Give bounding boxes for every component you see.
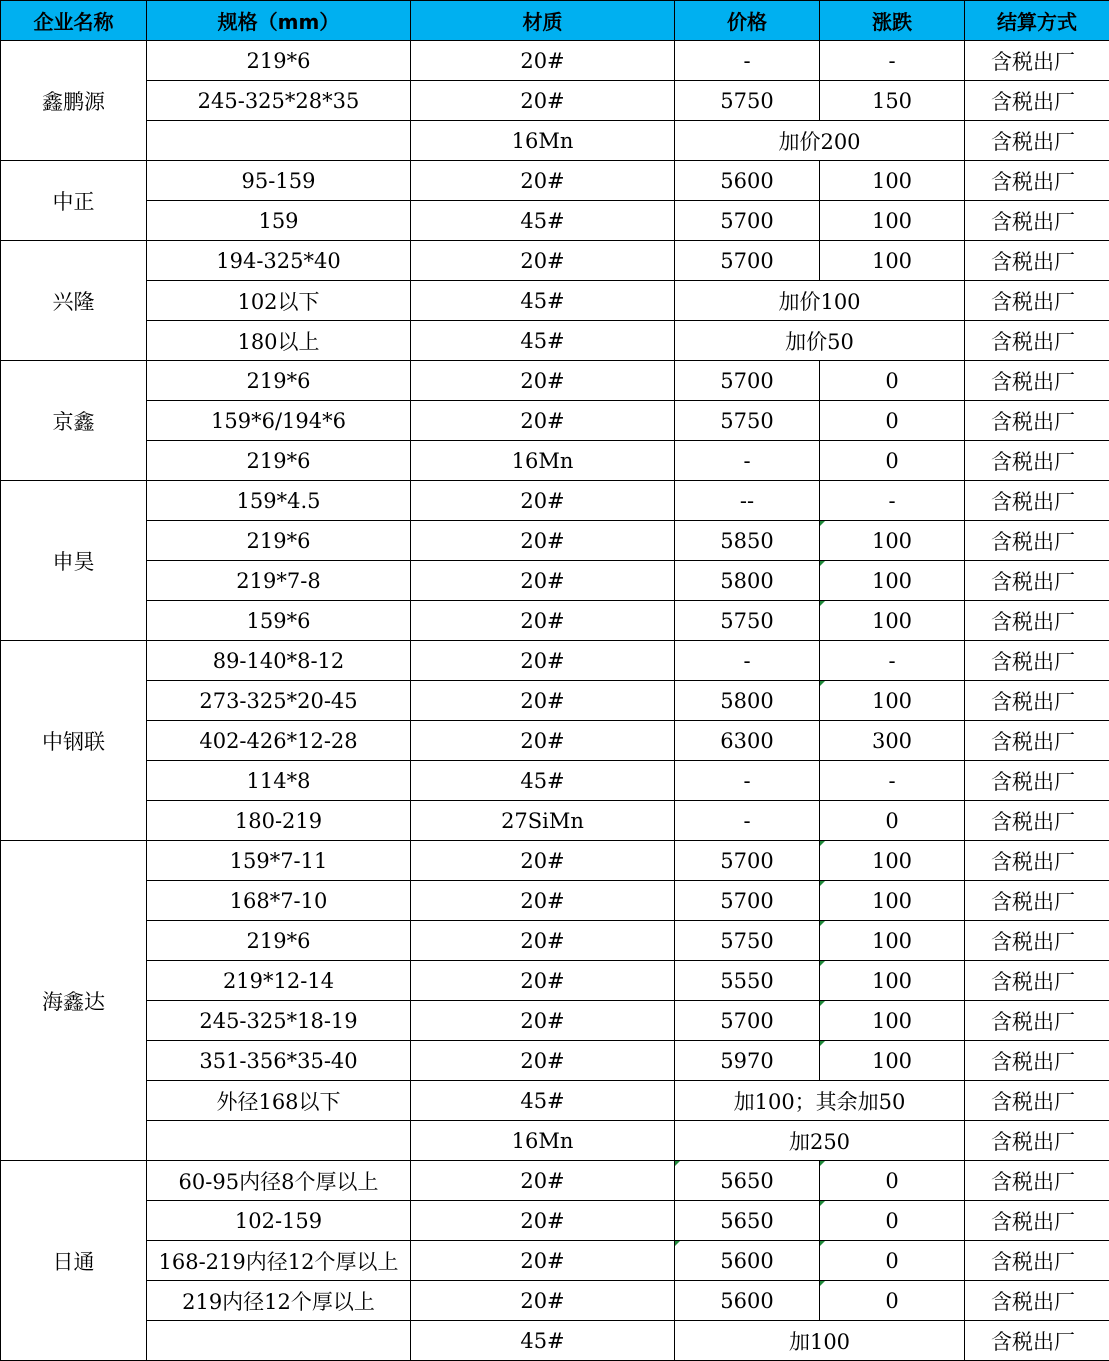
settlement-cell: 含税出厂 — [965, 561, 1109, 601]
change-cell: 100 — [820, 241, 965, 281]
change-cell: 100 — [820, 161, 965, 201]
spec-cell: 114*8 — [147, 761, 411, 801]
material-cell: 45# — [411, 201, 675, 241]
price-cell: - — [675, 41, 820, 81]
table-row — [1, 641, 1109, 681]
material-cell: 20# — [411, 681, 675, 721]
change-cell: 100 — [820, 921, 965, 961]
table-row — [1, 1121, 1109, 1161]
settlement-cell: 含税出厂 — [965, 121, 1109, 161]
price-cell: 5600 — [675, 1281, 820, 1321]
change-cell: 100 — [820, 1041, 965, 1081]
price-note-cell: 加价200 — [675, 121, 965, 161]
settlement-cell: 含税出厂 — [965, 1201, 1109, 1241]
price-note-cell: 加100 — [675, 1321, 965, 1361]
material-cell: 20# — [411, 881, 675, 921]
company-name-cell: 日通 — [1, 1161, 147, 1361]
table-row — [1, 361, 1109, 401]
spec-cell: 245-325*18-19 — [147, 1001, 411, 1041]
material-cell: 20# — [411, 561, 675, 601]
price-cell: 5700 — [675, 1001, 820, 1041]
spec-cell: 60-95内径8个厚以上 — [147, 1161, 411, 1201]
settlement-cell: 含税出厂 — [965, 961, 1109, 1001]
material-cell: 20# — [411, 81, 675, 121]
material-cell: 20# — [411, 721, 675, 761]
material-cell: 20# — [411, 1161, 675, 1201]
change-cell: - — [820, 481, 965, 521]
spec-cell — [147, 1121, 411, 1161]
price-cell: -- — [675, 481, 820, 521]
spec-cell: 194-325*40 — [147, 241, 411, 281]
change-cell: 0 — [820, 1241, 965, 1281]
table-row — [1, 1161, 1109, 1201]
material-cell: 20# — [411, 961, 675, 1001]
price-cell: - — [675, 761, 820, 801]
settlement-cell: 含税出厂 — [965, 441, 1109, 481]
spec-cell — [147, 1321, 411, 1361]
price-cell: 5700 — [675, 241, 820, 281]
settlement-cell: 含税出厂 — [965, 601, 1109, 641]
company-name-cell: 京鑫 — [1, 361, 147, 481]
table-row — [1, 401, 1109, 441]
settlement-cell: 含税出厂 — [965, 801, 1109, 841]
spec-cell — [147, 121, 411, 161]
material-cell: 20# — [411, 1001, 675, 1041]
settlement-cell: 含税出厂 — [965, 1241, 1109, 1281]
table-row — [1, 281, 1109, 321]
header-change: 涨跌 — [820, 1, 965, 41]
company-name-cell: 中正 — [1, 161, 147, 241]
table-row — [1, 921, 1109, 961]
material-cell: 20# — [411, 1281, 675, 1321]
price-cell: 5850 — [675, 521, 820, 561]
price-note-cell: 加100；其余加50 — [675, 1081, 965, 1121]
price-cell: 5800 — [675, 681, 820, 721]
spec-cell: 95-159 — [147, 161, 411, 201]
material-cell: 16Mn — [411, 1121, 675, 1161]
settlement-cell: 含税出厂 — [965, 41, 1109, 81]
change-cell: - — [820, 641, 965, 681]
settlement-cell: 含税出厂 — [965, 761, 1109, 801]
spec-cell: 102-159 — [147, 1201, 411, 1241]
material-cell: 20# — [411, 41, 675, 81]
price-cell: 5700 — [675, 881, 820, 921]
spec-cell: 219*12-14 — [147, 961, 411, 1001]
spec-cell: 180-219 — [147, 801, 411, 841]
company-name-cell: 兴隆 — [1, 241, 147, 361]
material-cell: 20# — [411, 481, 675, 521]
table-row — [1, 761, 1109, 801]
company-name-cell: 申昊 — [1, 481, 147, 641]
material-cell: 20# — [411, 401, 675, 441]
spec-cell: 402-426*12-28 — [147, 721, 411, 761]
change-cell: 0 — [820, 801, 965, 841]
price-cell: 5700 — [675, 841, 820, 881]
table-row — [1, 321, 1109, 361]
change-cell: - — [820, 761, 965, 801]
material-cell: 16Mn — [411, 121, 675, 161]
spec-cell: 180以上 — [147, 321, 411, 361]
change-cell: 100 — [820, 681, 965, 721]
material-cell: 20# — [411, 1201, 675, 1241]
material-cell: 45# — [411, 761, 675, 801]
material-cell: 20# — [411, 361, 675, 401]
price-cell: 5750 — [675, 921, 820, 961]
spec-cell: 102以下 — [147, 281, 411, 321]
material-cell: 20# — [411, 241, 675, 281]
material-cell: 16Mn — [411, 441, 675, 481]
material-cell: 45# — [411, 321, 675, 361]
table-row — [1, 241, 1109, 281]
table-row — [1, 721, 1109, 761]
table-row — [1, 561, 1109, 601]
settlement-cell: 含税出厂 — [965, 1321, 1109, 1361]
header-material: 材质 — [411, 1, 675, 41]
price-cell: 5650 — [675, 1201, 820, 1241]
settlement-cell: 含税出厂 — [965, 921, 1109, 961]
material-cell: 45# — [411, 281, 675, 321]
change-cell: 300 — [820, 721, 965, 761]
spec-cell: 219*7-8 — [147, 561, 411, 601]
table-row — [1, 481, 1109, 521]
settlement-cell: 含税出厂 — [965, 161, 1109, 201]
table-row — [1, 881, 1109, 921]
material-cell: 20# — [411, 921, 675, 961]
header-row — [1, 1, 1109, 41]
table-row — [1, 1081, 1109, 1121]
table-row — [1, 521, 1109, 561]
spec-cell: 219*6 — [147, 441, 411, 481]
change-cell: 100 — [820, 601, 965, 641]
change-cell: 100 — [820, 881, 965, 921]
price-cell: 5750 — [675, 81, 820, 121]
spec-cell: 219*6 — [147, 521, 411, 561]
change-cell: 0 — [820, 361, 965, 401]
settlement-cell: 含税出厂 — [965, 1041, 1109, 1081]
table-row — [1, 1001, 1109, 1041]
price-cell: 6300 — [675, 721, 820, 761]
settlement-cell: 含税出厂 — [965, 201, 1109, 241]
material-cell: 45# — [411, 1081, 675, 1121]
settlement-cell: 含税出厂 — [965, 1081, 1109, 1121]
settlement-cell: 含税出厂 — [965, 1161, 1109, 1201]
company-name-cell: 鑫鹏源 — [1, 41, 147, 161]
material-cell: 20# — [411, 1241, 675, 1281]
price-cell: 5650 — [675, 1161, 820, 1201]
change-cell: 100 — [820, 961, 965, 1001]
spec-cell: 159*6 — [147, 601, 411, 641]
table-row — [1, 1281, 1109, 1321]
material-cell: 45# — [411, 1321, 675, 1361]
table-row — [1, 161, 1109, 201]
spec-cell: 219*6 — [147, 921, 411, 961]
price-note-cell: 加250 — [675, 1121, 965, 1161]
settlement-cell: 含税出厂 — [965, 481, 1109, 521]
company-name-cell: 海鑫达 — [1, 841, 147, 1161]
price-cell: - — [675, 441, 820, 481]
change-cell: 0 — [820, 1281, 965, 1321]
settlement-cell: 含税出厂 — [965, 1281, 1109, 1321]
settlement-cell: 含税出厂 — [965, 81, 1109, 121]
price-cell: - — [675, 641, 820, 681]
table-row — [1, 441, 1109, 481]
spec-cell: 159*7-11 — [147, 841, 411, 881]
material-cell: 20# — [411, 841, 675, 881]
change-cell: 150 — [820, 81, 965, 121]
material-cell: 20# — [411, 1041, 675, 1081]
table-row — [1, 1321, 1109, 1361]
settlement-cell: 含税出厂 — [965, 401, 1109, 441]
table-row — [1, 1041, 1109, 1081]
settlement-cell: 含税出厂 — [965, 641, 1109, 681]
price-cell: 5600 — [675, 1241, 820, 1281]
spec-cell: 273-325*20-45 — [147, 681, 411, 721]
table-body — [1, 41, 1109, 1361]
table-row — [1, 201, 1109, 241]
price-cell: 5550 — [675, 961, 820, 1001]
change-cell: 100 — [820, 841, 965, 881]
header-price: 价格 — [675, 1, 820, 41]
header-settle: 结算方式 — [965, 1, 1109, 41]
table-row — [1, 681, 1109, 721]
settlement-cell: 含税出厂 — [965, 281, 1109, 321]
settlement-cell: 含税出厂 — [965, 1001, 1109, 1041]
settlement-cell: 含税出厂 — [965, 241, 1109, 281]
spec-cell: 89-140*8-12 — [147, 641, 411, 681]
spec-cell: 219*6 — [147, 41, 411, 81]
price-cell: 5700 — [675, 201, 820, 241]
change-cell: 100 — [820, 1001, 965, 1041]
settlement-cell: 含税出厂 — [965, 881, 1109, 921]
table-row — [1, 41, 1109, 81]
settlement-cell: 含税出厂 — [965, 841, 1109, 881]
change-cell: 0 — [820, 1161, 965, 1201]
price-cell: 5600 — [675, 161, 820, 201]
change-cell: 0 — [820, 1201, 965, 1241]
price-cell: 5700 — [675, 361, 820, 401]
spec-cell: 168-219内径12个厚以上 — [147, 1241, 411, 1281]
settlement-cell: 含税出厂 — [965, 321, 1109, 361]
material-cell: 20# — [411, 641, 675, 681]
price-cell: 5800 — [675, 561, 820, 601]
material-cell: 27SiMn — [411, 801, 675, 841]
table-row — [1, 601, 1109, 641]
table-row — [1, 121, 1109, 161]
table-row — [1, 841, 1109, 881]
spec-cell: 159*6/194*6 — [147, 401, 411, 441]
change-cell: 100 — [820, 521, 965, 561]
price-note-cell: 加价100 — [675, 281, 965, 321]
change-cell: 0 — [820, 441, 965, 481]
spec-cell: 219*6 — [147, 361, 411, 401]
table-row — [1, 961, 1109, 1001]
price-cell: 5750 — [675, 601, 820, 641]
table-row — [1, 1201, 1109, 1241]
price-cell: 5750 — [675, 401, 820, 441]
header-spec: 规格（mm） — [147, 1, 411, 41]
settlement-cell: 含税出厂 — [965, 361, 1109, 401]
change-cell: 100 — [820, 201, 965, 241]
change-cell: - — [820, 41, 965, 81]
spec-cell: 外径168以下 — [147, 1081, 411, 1121]
settlement-cell: 含税出厂 — [965, 721, 1109, 761]
price-note-cell: 加价50 — [675, 321, 965, 361]
settlement-cell: 含税出厂 — [965, 681, 1109, 721]
spec-cell: 245-325*28*35 — [147, 81, 411, 121]
price-cell: 5970 — [675, 1041, 820, 1081]
spec-cell: 159 — [147, 201, 411, 241]
header-company: 企业名称 — [1, 1, 147, 41]
table-row — [1, 1241, 1109, 1281]
settlement-cell: 含税出厂 — [965, 521, 1109, 561]
change-cell: 0 — [820, 401, 965, 441]
change-cell: 100 — [820, 561, 965, 601]
settlement-cell: 含税出厂 — [965, 1121, 1109, 1161]
spec-cell: 168*7-10 — [147, 881, 411, 921]
material-cell: 20# — [411, 161, 675, 201]
table-row — [1, 801, 1109, 841]
table-row — [1, 81, 1109, 121]
material-cell: 20# — [411, 521, 675, 561]
price-cell: - — [675, 801, 820, 841]
spec-cell: 219内径12个厚以上 — [147, 1281, 411, 1321]
material-cell: 20# — [411, 601, 675, 641]
spec-cell: 159*4.5 — [147, 481, 411, 521]
spec-cell: 351-356*35-40 — [147, 1041, 411, 1081]
company-name-cell: 中钢联 — [1, 641, 147, 841]
